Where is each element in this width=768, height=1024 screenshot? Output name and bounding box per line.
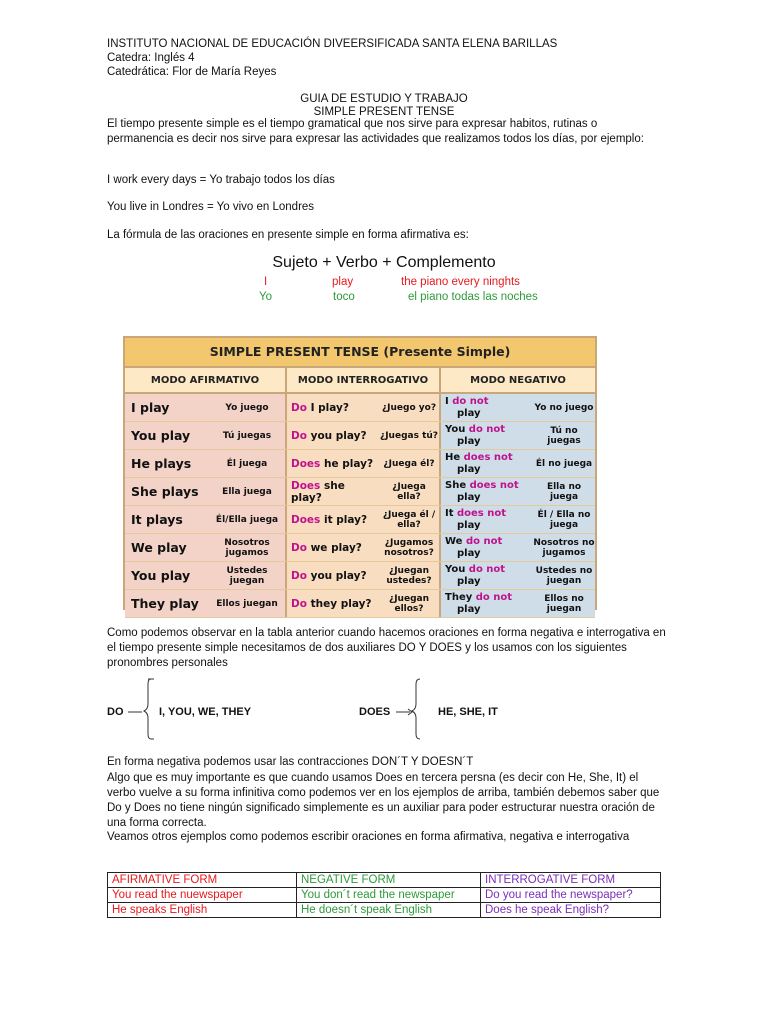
formula-en-complement: the piano every ninghts (401, 276, 520, 288)
examples-header-interrogative: INTERROGATIVE FORM (481, 873, 661, 888)
interrogative-aux: Do (291, 569, 307, 582)
negative-verb: play (457, 575, 481, 587)
affirmative-es: Ellos juegan (216, 598, 278, 609)
affirmative-en: You play (131, 428, 191, 443)
negative-aux: does not (469, 479, 519, 491)
institute-name: INSTITUTO NACIONAL DE EDUCACIÓN DIVEERSIFICADA SANTA ELENA BARILLAS (107, 38, 558, 50)
interrogative-cell (287, 562, 441, 589)
interrogative-en (287, 514, 379, 526)
table-row (125, 450, 595, 478)
examples-header-negative: NEGATIVE FORM (297, 873, 481, 888)
negative-aux: do not (475, 591, 513, 603)
affirmative-en: They play (131, 596, 199, 611)
negative-es: Él / Ella no juega (537, 509, 591, 530)
interrogative-aux: Do (291, 429, 307, 442)
affirmative-cell (125, 450, 287, 477)
negative-aux: does not (457, 507, 507, 519)
negative-en (441, 536, 533, 560)
interrogative-aux: Do (291, 597, 307, 610)
formula-es-subject: Yo (259, 291, 273, 303)
negative-en (441, 480, 533, 504)
affirmative-es: Él juega (226, 458, 268, 469)
interrogative-en (287, 542, 379, 554)
negative-es: Tú no juegas (547, 425, 581, 446)
affirmative-cell (125, 562, 287, 589)
negative-subject: We (445, 535, 463, 547)
negative-subject: I (445, 395, 449, 407)
table-row (125, 590, 595, 618)
explanation-paragraph: Como podemos observar en la tabla anterior cuando hacemos oraciones en forma negativa e interrogativa en el tiempo presente simple necesitamos de dos auxiliares DO Y DOES y los usamos con los siguientes pronombres personales (107, 627, 666, 669)
negative-en (441, 396, 533, 420)
interrogative-rest: she play? (291, 479, 345, 504)
formula-es-complement: el piano todas las noches (408, 291, 538, 303)
negative-aux: do not (468, 563, 506, 575)
header-interrogative: MODO INTERROGATIVO (287, 368, 441, 392)
negative-es: Nosotros no jugamos (533, 537, 595, 558)
negative-cell (441, 478, 595, 505)
negative-verb: play (457, 547, 481, 559)
interrogative-cell (287, 506, 441, 533)
negative-cell (441, 590, 595, 617)
table-row (125, 506, 595, 534)
interrogative-aux: Does (291, 513, 321, 526)
examples-header-affirmative: AFIRMATIVE FORM (108, 873, 297, 888)
chart-title: SIMPLE PRESENT TENSE (Presente Simple) (125, 338, 595, 368)
interrogative-es: ¿Juegas tú? (379, 430, 439, 441)
affirmative-cell (125, 590, 287, 617)
affirmative-en: He plays (131, 456, 192, 471)
interrogative-cell (287, 450, 441, 477)
negative-en (441, 592, 533, 616)
negative-subject: He (445, 451, 461, 463)
negative-cell (441, 562, 595, 589)
interrogative-en (287, 402, 379, 414)
grammar-chart-image (123, 336, 597, 615)
example-line-1: I work every days = Yo trabajo todos los días (107, 174, 335, 186)
example-negative-1: You don´t read the newspaper (297, 888, 481, 903)
interrogative-es: ¿Juega él / ella? (382, 509, 436, 530)
interrogative-es: ¿Juego yo? (381, 402, 437, 413)
affirmative-es: Nosotros jugamos (224, 537, 270, 558)
negative-verb: play (457, 603, 481, 615)
formula-en-verb: play (332, 276, 354, 288)
interrogative-rest: it play? (323, 513, 368, 526)
interrogative-en (287, 598, 379, 610)
table-row (108, 888, 661, 903)
interrogative-es: ¿Juega él? (383, 458, 435, 469)
affirmative-cell (125, 478, 287, 505)
negative-es: Ustedes no juegan (535, 565, 593, 586)
negative-en (441, 452, 533, 476)
interrogative-rest: they play? (310, 597, 372, 610)
header-negative: MODO NEGATIVO (441, 368, 595, 392)
negative-verb: play (457, 519, 481, 531)
affirmative-en: You play (131, 568, 191, 583)
affirmative-cell (125, 534, 287, 561)
affirmative-es: Ustedes juegan (226, 565, 268, 586)
table-row (125, 562, 595, 590)
negative-subject: You (445, 423, 466, 435)
interrogative-es: ¿Juegan ellos? (388, 593, 429, 614)
example-affirmative-2: He speaks English (108, 903, 297, 918)
more-examples-intro: Veamos otros ejemplos como podemos escribir oraciones en forma afirmativa, negativa e interrogativa (107, 831, 630, 843)
negative-en (441, 508, 533, 532)
interrogative-en (287, 430, 379, 442)
negative-verb: play (457, 463, 481, 475)
example-line-2: You live in Londres = Yo vivo en Londres (107, 201, 315, 213)
do-label: DO (107, 706, 124, 718)
do-pronouns: I, YOU, WE, THEY (159, 706, 252, 718)
affirmative-cell (125, 422, 287, 449)
negative-subject: They (445, 591, 473, 603)
formula-intro: La fórmula de las oraciones en presente simple en forma afirmativa es: (107, 229, 469, 241)
does-label: DOES (359, 706, 391, 718)
negative-cell (441, 450, 595, 477)
interrogative-aux: Do (291, 541, 307, 554)
table-row (125, 534, 595, 562)
negative-en (441, 424, 533, 448)
course-name: Catedra: Inglés 4 (107, 52, 195, 64)
negative-subject: She (445, 479, 467, 491)
header-affirmative: MODO AFIRMATIVO (125, 368, 287, 392)
affirmative-es: Tú juegas (222, 430, 272, 441)
negative-es: Ellos no juegan (544, 593, 584, 614)
interrogative-en (287, 458, 379, 470)
formula-en-subject: I (264, 276, 268, 288)
contractions-text: En forma negativa podemos usar las contracciones DON´T Y DOESN´T (107, 756, 474, 768)
negative-subject: It (445, 507, 454, 519)
table-row (125, 422, 595, 450)
table-row (125, 394, 595, 422)
interrogative-aux: Does (291, 457, 321, 470)
interrogative-aux: Do (291, 401, 307, 414)
negative-verb: play (457, 407, 481, 419)
negative-en (441, 564, 533, 588)
negative-aux: do not (468, 423, 506, 435)
negative-es: Ella no juega (546, 481, 582, 502)
negative-aux: do not (465, 535, 503, 547)
affirmative-es: Ella juega (222, 486, 272, 497)
example-interrogative-2: Does he speak English? (481, 903, 661, 918)
interrogative-cell (287, 394, 441, 421)
affirmative-en: I play (131, 400, 170, 415)
interrogative-rest: I play? (310, 401, 349, 414)
negative-es: Él no juega (535, 458, 593, 469)
negative-verb: play (457, 435, 481, 447)
negative-cell (441, 422, 595, 449)
interrogative-en (287, 480, 379, 504)
formula-es-verb: toco (333, 291, 355, 303)
examples-header-row (108, 873, 661, 888)
negative-cell (441, 534, 595, 561)
affirmative-cell (125, 506, 287, 533)
example-affirmative-1: You read the nuewspaper (108, 888, 297, 903)
affirmative-es: Él/Ella juega (215, 514, 279, 525)
important-note: Algo que es muy importante es que cuando usamos Does en tercera persna (es decir con He, She, It) el verbo vuelve a su forma infinitiva como podemos ver en los ejemplos de arriba, también debemos saber que Do y Does no tiene ningún significado simplemente es un auxiliar para poder estructurar nuestra oración de una forma correcta. (107, 772, 660, 829)
chart-rows (125, 394, 595, 618)
interrogative-es: ¿Jugamos nosotros? (384, 537, 434, 558)
guide-title: GUIA DE ESTUDIO Y TRABAJO (300, 93, 468, 105)
interrogative-rest: he play? (323, 457, 374, 470)
affirmative-cell (125, 394, 287, 421)
interrogative-cell (287, 590, 441, 617)
affirmative-en: It plays (131, 512, 183, 527)
negative-cell (441, 506, 595, 533)
interrogative-rest: you play? (310, 429, 367, 442)
affirmative-en: We play (131, 540, 187, 555)
negative-cell (441, 394, 595, 421)
negative-es: Yo no juego (534, 402, 594, 413)
examples-table (107, 872, 661, 918)
interrogative-es: ¿Juega ella? (392, 481, 426, 502)
interrogative-aux: Does (291, 479, 321, 492)
does-bracket (396, 676, 432, 742)
interrogative-rest: you play? (310, 569, 367, 582)
interrogative-cell (287, 478, 441, 505)
negative-subject: You (445, 563, 466, 575)
table-row (125, 478, 595, 506)
interrogative-rest: we play? (310, 541, 362, 554)
affirmative-en: She plays (131, 484, 199, 499)
topic-title: SIMPLE PRESENT TENSE (313, 106, 455, 118)
negative-verb: play (457, 491, 481, 503)
affirmative-es: Yo juego (225, 402, 269, 413)
example-negative-2: He doesn´t speak English (297, 903, 481, 918)
does-pronouns: HE, SHE, IT (438, 706, 498, 718)
negative-aux: does not (463, 451, 513, 463)
negative-aux: do not (452, 395, 489, 407)
interrogative-cell (287, 534, 441, 561)
teacher-name: Catedrática: Flor de María Reyes (107, 66, 277, 78)
interrogative-cell (287, 422, 441, 449)
interrogative-es: ¿Juegan ustedes? (386, 565, 432, 586)
chart-header-row (125, 368, 595, 394)
intro-paragraph: El tiempo presente simple es el tiempo gramatical que nos sirve para expresar habitos, rutinas o permanencia es decir nos sirve para expresar las actividades que realizamos todos los días, por ejemplo: (107, 118, 644, 145)
example-interrogative-1: Do you read the newspaper? (481, 888, 661, 903)
formula-title: Sujeto + Verbo + Complemento (272, 254, 496, 271)
interrogative-en (287, 570, 379, 582)
table-row (108, 903, 661, 918)
